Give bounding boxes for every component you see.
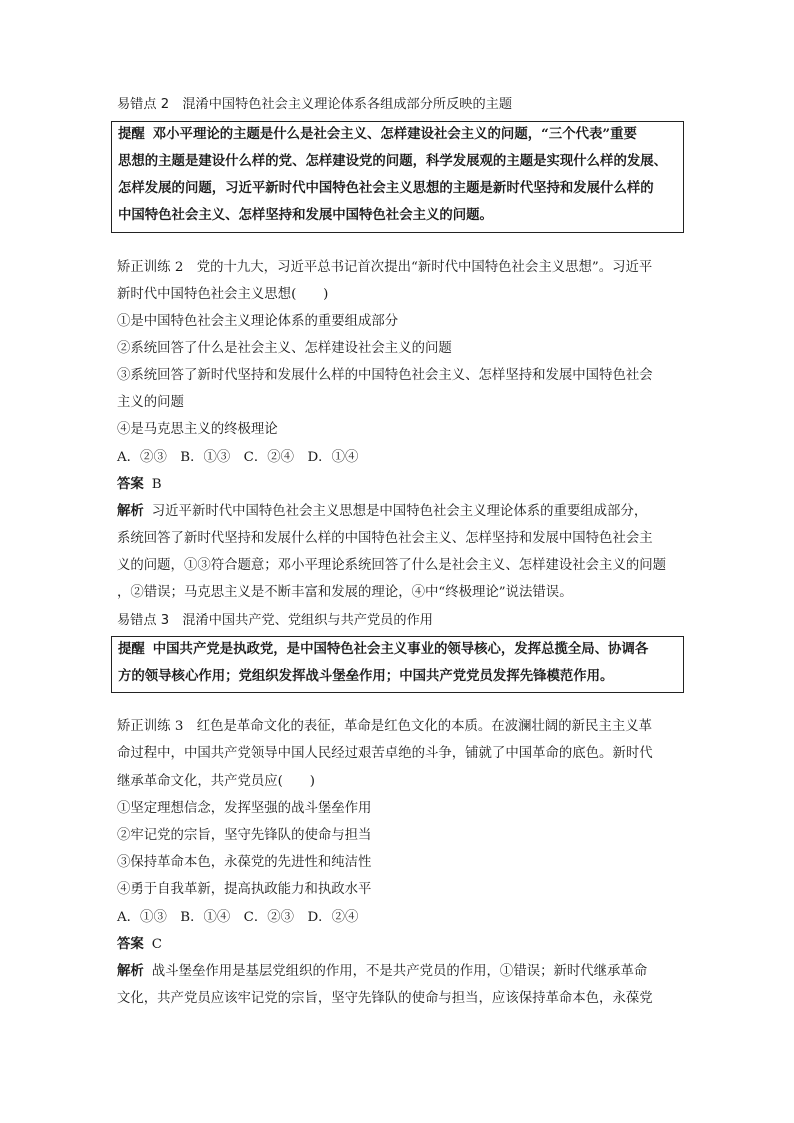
question-stem-line: 继承革命文化，共产党员应( ): [117, 774, 315, 789]
analysis-line: 系统回答了新时代坚持和发展什么样的中国特色社会主义、怎样坚持和发展中国特色社会主: [117, 531, 653, 546]
tip-box-2: [111, 121, 684, 233]
tip-box-3: [111, 636, 684, 693]
question-option: ③保持革命本色，永葆党的先进性和纯洁性: [117, 855, 372, 870]
answer-choices: A．①③ B．①④ C．②③ D．②④: [117, 910, 359, 925]
question-stem-line: 新时代中国特色社会主义思想( ): [117, 287, 329, 302]
analysis-line: 解析 战斗堡垒作用是基层党组织的作用，不是共产党员的作用，①错误；新时代继承革命: [117, 964, 648, 979]
question-option: ①是中国特色社会主义理论体系的重要组成部分: [117, 314, 399, 329]
analysis-line: 义的问题，①③符合题意；邓小平理论系统回答了什么是社会主义、怎样建设社会主义的问题: [117, 558, 667, 573]
section-heading-2: 易错点 2 混淆中国特色社会主义理论体系各组成部分所反映的主题: [117, 97, 513, 112]
question-stem-line: 矫正训练 3 红色是革命文化的表征，革命是红色文化的本质。在波澜壮阔的新民主主义革: [117, 719, 653, 734]
question-option: ③系统回答了新时代坚持和发展什么样的中国特色社会主义、怎样坚持和发展中国特色社会: [117, 368, 653, 383]
answer-choices: A．②③ B．①③ C．②④ D．①④: [117, 450, 359, 465]
question-option: 主义的问题: [117, 395, 184, 410]
tip-line: 方的领导核心作用；党组织发挥战斗堡垒作用；中国共产党党员发挥先锋模范作用。: [118, 668, 614, 684]
tip-label: 提醒: [118, 127, 145, 142]
question-stem-line: 矫正训练 2 党的十九大，习近平总书记首次提出“新时代中国特色社会主义思想”。习近平: [117, 260, 653, 275]
answer-line: [117, 935, 162, 955]
tip-line: 提醒 中国共产党是执政党，是中国特色社会主义事业的领导核心，发挥总揽全局、协调各: [118, 641, 649, 657]
answer-value: C: [151, 937, 163, 952]
answer-value: B: [151, 477, 162, 492]
answer-label: 答案: [117, 477, 144, 492]
question-option: ④勇于自我革新，提高执政能力和执政水平: [117, 882, 372, 897]
question-option: ②系统回答了什么是社会主义、怎样建设社会主义的问题: [117, 341, 452, 356]
tip-line: 提醒 邓小平理论的主题是什么是社会主义、怎样建设社会主义的问题，“三个代表”重要: [118, 126, 637, 142]
analysis-line: ，②错误；马克思主义是不断丰富和发展的理论，④中“终极理论”说法错误。: [117, 585, 573, 600]
question-stem-line: 命过程中，中国共产党领导中国人民经过艰苦卓绝的斗争，铺就了中国革命的底色。新时代: [117, 746, 653, 761]
analysis-label: 解析: [117, 964, 144, 979]
answer-label: 答案: [117, 937, 144, 952]
tip-label: 提醒: [118, 642, 145, 657]
question-option: ②牢记党的宗旨，坚守先锋队的使命与担当: [117, 828, 372, 843]
tip-line: 思想的主题是建设什么样的党、怎样建设党的问题，科学发展观的主题是实现什么样的发展、: [118, 153, 668, 169]
tip-line: 怎样发展的问题，习近平新时代中国特色社会主义思想的主题是新时代坚持和发展什么样的: [118, 180, 654, 196]
question-option: ④是马克思主义的终极理论: [117, 422, 278, 437]
answer-line: [117, 475, 162, 495]
section-heading-3: 易错点 3 混淆中国共产党、党组织与共产党员的作用: [117, 613, 433, 628]
analysis-label: 解析: [117, 504, 144, 519]
analysis-line: 解析 习近平新时代中国特色社会主义思想是中国特色社会主义理论体系的重要组成部分，: [117, 504, 648, 519]
analysis-line: 文化，共产党员应该牢记党的宗旨，坚守先锋队的使命与担当，应该保持革命本色，永葆党: [117, 991, 653, 1006]
question-option: ①坚定理想信念，发挥坚强的战斗堡垒作用: [117, 801, 372, 816]
tip-line: 中国特色社会主义、怎样坚持和发展中国特色社会主义的问题。: [118, 207, 493, 223]
